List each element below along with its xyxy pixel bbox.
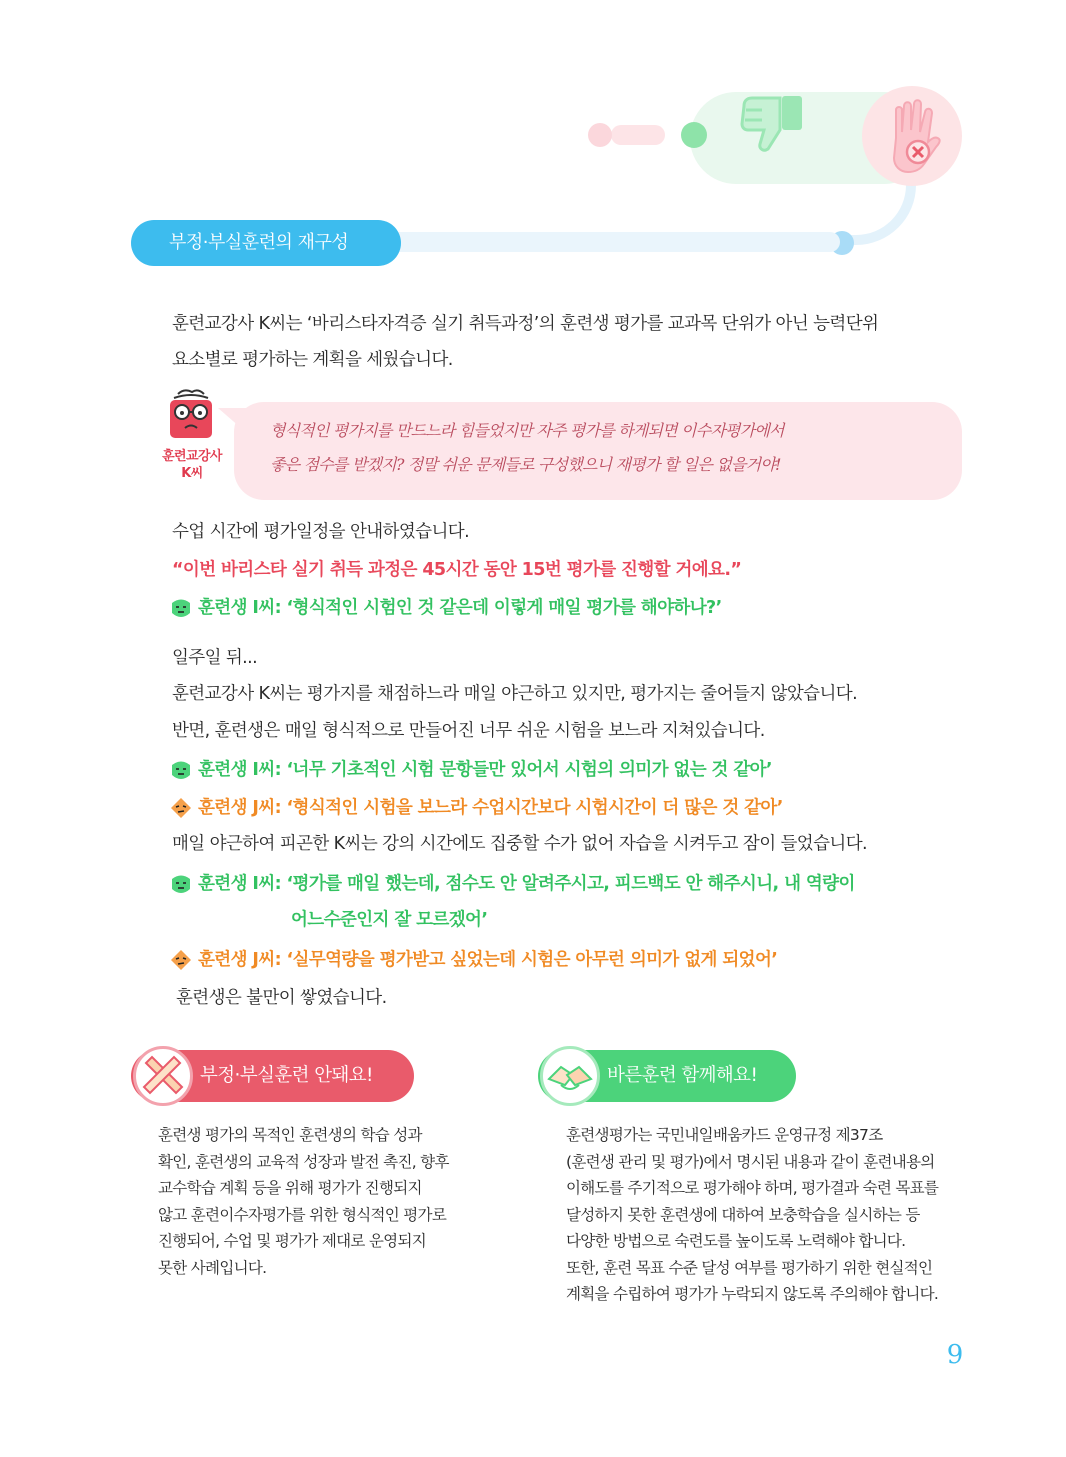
teacher-label [150,448,234,482]
bad-practice-text [158,1122,449,1281]
section-line [360,232,840,252]
intro-line: 훈련교강사 K씨는 ‘바리스타자격증 실기 취득과정’의 훈련생 평가를 교과목 단위가 아닌 능력단위 [172,314,879,334]
story-line: 훈련교강사 K씨는 평가지를 채점하느라 매일 야근하고 있지만, 평가지는 줄어들지 않았습니다. [172,684,858,704]
story-line: 수업 시간에 평가일정을 안내하였습니다. [172,522,470,542]
bad-practice-line: 못한 사례입니다. [158,1258,267,1277]
trainee-j-face-icon [170,797,192,819]
bubble-line: 형식적인 평가지를 만드느라 힘들었지만 자주 평가를 하게되면 이수자평가에서 [270,421,784,440]
good-practice-title: 바른훈련 함께해요! [607,1065,758,1086]
teacher-face-icon [166,388,216,440]
bubble-line: 좋은 점수를 받겠지? 정말 쉬운 문제들로 구성했으니 재평가 할 일은 없을거야! [270,455,781,474]
thumbs-down-icon [738,92,808,154]
teacher-label-line: 훈련교강사 [162,449,222,464]
good-practice-icon-circle [540,1046,600,1106]
crossed-arms-icon [136,1049,190,1103]
speech-bubble-text [270,414,950,482]
bad-practice-line: 않고 훈련이수자평가를 위한 형식적인 평가로 [158,1205,447,1224]
page-number: 9 [946,1340,964,1370]
trainee-i-quote: 훈련생 I씨: ‘너무 기초적인 시험 문항들만 있어서 시험의 의미가 없는 것 같아’ [198,760,772,780]
bad-practice-icon-circle [133,1046,193,1106]
trainee-i-quote-continued: 어느수준인지 잘 모르겠어’ [291,910,488,930]
good-practice-line: (훈련생 관리 및 평가)에서 명시된 내용과 같이 훈련내용의 [566,1152,935,1171]
teacher-quote: “이번 바리스타 실기 취득 과정은 45시간 동안 15번 평가를 진행할 거에요.” [172,560,742,580]
trainee-j-speech [170,942,777,978]
trainee-j-face-icon [170,949,192,971]
story-line: 훈련생은 불만이 쌓였습니다. [176,988,387,1008]
bad-practice-title: 부정·부실훈련 안돼요! [200,1065,373,1086]
trainee-j-quote: 훈련생 J씨: ‘실무역량을 평가받고 싶었는데 시험은 아무런 의미가 없게 되었어’ [198,950,778,970]
decorative-dot [681,122,707,148]
story-line: 매일 야근하여 피곤한 K씨는 강의 시간에도 집중할 수가 없어 자습을 시켜두고 잠이 들었습니다. [172,834,867,854]
decorative-dot [588,123,612,147]
good-practice-line: 다양한 방법으로 숙련도를 높이도록 노력해야 합니다. [566,1232,906,1250]
trainee-i-face-icon [170,597,192,619]
good-practice-line: 훈련생평가는 국민내일배움카드 운영규정 제37조 [566,1126,883,1144]
trainee-i-face-icon [170,873,192,895]
story-line: 반면, 훈련생은 매일 형식적으로 만들어진 너무 쉬운 시험을 보느라 지쳐있습니다. [172,721,765,741]
decorative-pill [611,125,665,145]
bad-practice-line: 교수학습 계획 등을 위해 평가가 진행되지 [158,1179,422,1197]
bad-practice-line: 훈련생 평가의 목적인 훈련생의 학습 성과 [158,1126,422,1144]
trainee-j-quote: 훈련생 J씨: ‘형식적인 시험을 보느라 수업시간보다 시험시간이 더 많은 것 같아’ [198,798,783,818]
handshake-icon [543,1049,597,1103]
section-title: 부정·부실훈련의 재구성 [131,220,401,266]
good-practice-text [566,1122,938,1308]
trainee-i-quote: 훈련생 I씨: ‘형식적인 시험인 것 같은데 이렇게 매일 평가를 해야하나?’ [198,598,722,618]
trainee-i-quote: 훈련생 I씨: ‘평가를 매일 했는데, 점수도 안 알려주시고, 피드백도 안 해주시니, 내 역량이 [198,874,855,894]
stop-hand-icon [878,98,948,174]
trainee-i-speech [170,590,722,626]
bad-practice-line: 진행되어, 수업 및 평가가 제대로 운영되지 [158,1232,427,1250]
intro-paragraph [172,306,962,378]
bad-practice-line: 확인, 훈련생의 교육적 성장과 발전 촉진, 향후 [158,1152,449,1171]
story-line: 일주일 뒤... [172,648,258,668]
good-practice-line: 또한, 훈련 목표 수준 달성 여부를 평가하기 위한 현실적인 [566,1258,933,1277]
trainee-i-face-icon [170,759,192,781]
trainee-j-speech [170,790,783,826]
trainee-i-speech [170,752,772,788]
good-practice-line: 계획을 수립하여 평가가 누락되지 않도록 주의해야 합니다. [566,1285,939,1303]
teacher-label-line: K씨 [181,466,203,481]
good-practice-line: 이해도를 주기적으로 평가해야 하며, 평가결과 숙련 목표를 [566,1179,939,1197]
trainee-i-speech [170,866,855,902]
good-practice-line: 달성하지 못한 훈련생에 대하여 보충학습을 실시하는 등 [566,1205,920,1224]
intro-line: 요소별로 평가하는 계획을 세웠습니다. [172,350,453,370]
